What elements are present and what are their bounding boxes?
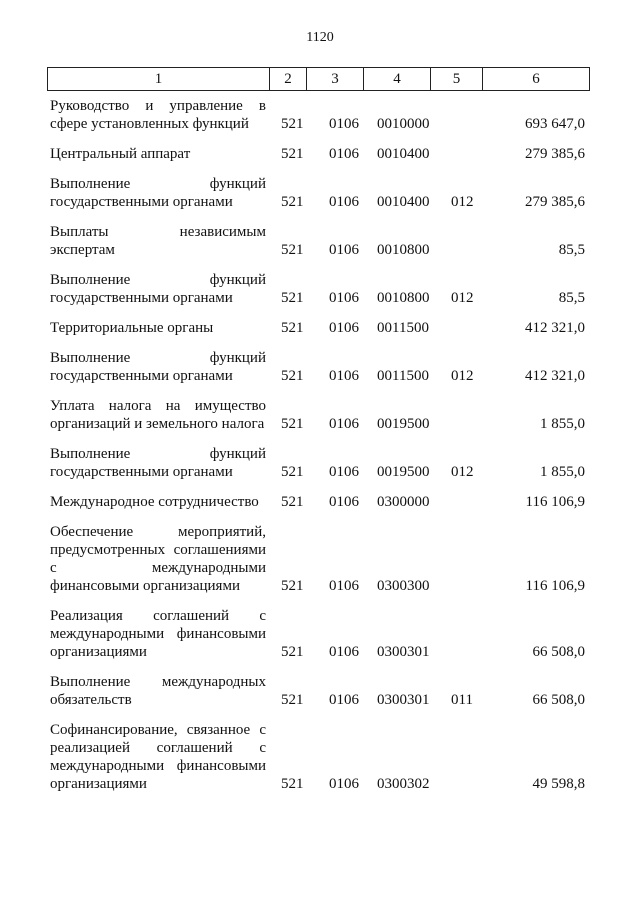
row-description-line: обязательств (50, 692, 132, 708)
row-cell-c6: 279 385,6 (525, 146, 585, 162)
row-description-line: организациями (50, 776, 147, 792)
row-cell-c3: 0106 (329, 644, 359, 660)
table-row (47, 97, 589, 133)
row-cell-c4: 0300300 (377, 578, 430, 594)
row-description-line: государственными органами (50, 290, 233, 306)
row-description-line: международными финансовыми (50, 626, 266, 642)
row-cell-c4: 0010800 (377, 290, 430, 306)
row-description (50, 319, 266, 337)
row-description (50, 349, 266, 385)
row-description-line: Выполнение функций (50, 350, 266, 366)
row-description-line: Выполнение функций (50, 446, 266, 462)
row-description-line: государственными органами (50, 464, 233, 480)
row-cell-c5: 012 (451, 368, 474, 384)
row-description-line: сфере установленных функций (50, 116, 249, 132)
row-cell-c2: 521 (281, 146, 304, 162)
row-cell-c3: 0106 (329, 194, 359, 210)
row-cell-c6: 693 647,0 (525, 116, 585, 132)
row-description (50, 445, 266, 481)
row-cell-c4: 0300000 (377, 494, 430, 510)
page-number: 1120 (306, 30, 334, 45)
row-cell-c2: 521 (281, 116, 304, 132)
table-row (47, 223, 589, 259)
column-header-row (48, 68, 590, 91)
row-cell-c6: 49 598,8 (532, 776, 585, 792)
row-cell-c2: 521 (281, 290, 304, 306)
row-description (50, 223, 266, 259)
row-cell-c4: 0010400 (377, 194, 430, 210)
row-cell-c2: 521 (281, 194, 304, 210)
row-cell-c3: 0106 (329, 116, 359, 132)
row-description-line: предусмотренных соглашениями (50, 542, 266, 558)
row-description (50, 271, 266, 307)
row-cell-c6: 1 855,0 (540, 464, 585, 480)
column-header-1: 1 (48, 68, 270, 91)
row-cell-c3: 0106 (329, 578, 359, 594)
row-cell-c4: 0010800 (377, 242, 430, 258)
row-description-line: международными финансовыми (50, 758, 266, 774)
row-cell-c3: 0106 (329, 368, 359, 384)
row-cell-c3: 0106 (329, 494, 359, 510)
row-cell-c5: 012 (451, 194, 474, 210)
row-cell-c4: 0300301 (377, 692, 430, 708)
table-body (47, 97, 589, 793)
row-description-line: Руководство и управление в (50, 98, 266, 114)
row-description-line: Выполнение функций (50, 272, 266, 288)
row-description-line: Уплата налога на имущество (50, 398, 266, 414)
row-description-line: Обеспечение мероприятий, (50, 524, 266, 540)
row-description (50, 673, 266, 709)
row-description-line: организаций и земельного налога (50, 416, 265, 432)
row-cell-c2: 521 (281, 320, 304, 336)
row-cell-c3: 0106 (329, 320, 359, 336)
table-row (47, 145, 589, 163)
row-description-line: Выполнение функций (50, 176, 266, 192)
row-cell-c6: 85,5 (558, 290, 585, 306)
row-description (50, 97, 266, 133)
row-cell-c2: 521 (281, 368, 304, 384)
table-row (47, 607, 589, 661)
row-cell-c5: 012 (451, 290, 474, 306)
row-description-line: организациями (50, 644, 147, 660)
row-description-line: Софинансирование, связанное с (50, 722, 266, 738)
row-cell-c3: 0106 (329, 692, 359, 708)
row-cell-c6: 66 508,0 (532, 692, 585, 708)
row-cell-c6: 279 385,6 (525, 194, 585, 210)
row-cell-c5: 011 (451, 692, 473, 708)
row-cell-c4: 0300301 (377, 644, 430, 660)
row-cell-c2: 521 (281, 464, 304, 480)
column-header-5: 5 (431, 68, 483, 91)
row-cell-c3: 0106 (329, 776, 359, 792)
row-cell-c4: 0010400 (377, 146, 430, 162)
column-header-3: 3 (307, 68, 364, 91)
row-cell-c3: 0106 (329, 242, 359, 258)
row-cell-c4: 0010000 (377, 116, 430, 132)
row-cell-c4: 0011500 (377, 368, 429, 384)
table-row (47, 349, 589, 385)
row-cell-c3: 0106 (329, 464, 359, 480)
row-cell-c4: 0300302 (377, 776, 430, 792)
table-row (47, 445, 589, 481)
row-cell-c2: 521 (281, 416, 304, 432)
row-cell-c2: 521 (281, 644, 304, 660)
row-description (50, 397, 266, 433)
row-description-line: экспертам (50, 242, 115, 258)
column-header-4: 4 (364, 68, 431, 91)
row-description (50, 175, 266, 211)
row-cell-c4: 0011500 (377, 320, 429, 336)
row-description-line: финансовыми организациями (50, 578, 240, 594)
row-description (50, 145, 266, 163)
row-cell-c3: 0106 (329, 416, 359, 432)
row-cell-c6: 116 106,9 (525, 494, 585, 510)
row-description-line: государственными органами (50, 368, 233, 384)
row-cell-c2: 521 (281, 692, 304, 708)
table-row (47, 271, 589, 307)
row-cell-c2: 521 (281, 242, 304, 258)
row-cell-c2: 521 (281, 494, 304, 510)
row-cell-c6: 66 508,0 (532, 644, 585, 660)
row-description-line: реализацией соглашений с (50, 740, 266, 756)
row-cell-c4: 0019500 (377, 464, 430, 480)
row-cell-c2: 521 (281, 578, 304, 594)
table-row (47, 493, 589, 511)
row-description-line: Международное сотрудничество (50, 494, 259, 510)
row-description-line: Реализация соглашений с (50, 608, 266, 624)
row-description-line: Территориальные органы (50, 320, 214, 336)
row-cell-c6: 412 321,0 (525, 320, 585, 336)
row-description (50, 607, 266, 661)
row-cell-c5: 012 (451, 464, 474, 480)
row-description-line: Центральный аппарат (50, 146, 191, 162)
row-cell-c6: 412 321,0 (525, 368, 585, 384)
table-row (47, 319, 589, 337)
row-cell-c6: 1 855,0 (540, 416, 585, 432)
table-row (47, 175, 589, 211)
table-row (47, 523, 589, 595)
row-cell-c4: 0019500 (377, 416, 430, 432)
row-cell-c2: 521 (281, 776, 304, 792)
row-description (50, 523, 266, 595)
row-description-line: Выплаты независимым (50, 224, 266, 240)
row-cell-c6: 85,5 (558, 242, 585, 258)
row-cell-c3: 0106 (329, 290, 359, 306)
column-header-6: 6 (483, 68, 590, 91)
table-row (47, 673, 589, 709)
table-row (47, 397, 589, 433)
row-description-line: государственными органами (50, 194, 233, 210)
row-description (50, 721, 266, 793)
table-row (47, 721, 589, 793)
row-description-line: с международными (50, 560, 266, 576)
column-header-table (47, 67, 590, 91)
column-header-2: 2 (270, 68, 307, 91)
row-cell-c3: 0106 (329, 146, 359, 162)
row-description (50, 493, 266, 511)
row-description-line: Выполнение международных (50, 674, 266, 690)
row-cell-c6: 116 106,9 (525, 578, 585, 594)
